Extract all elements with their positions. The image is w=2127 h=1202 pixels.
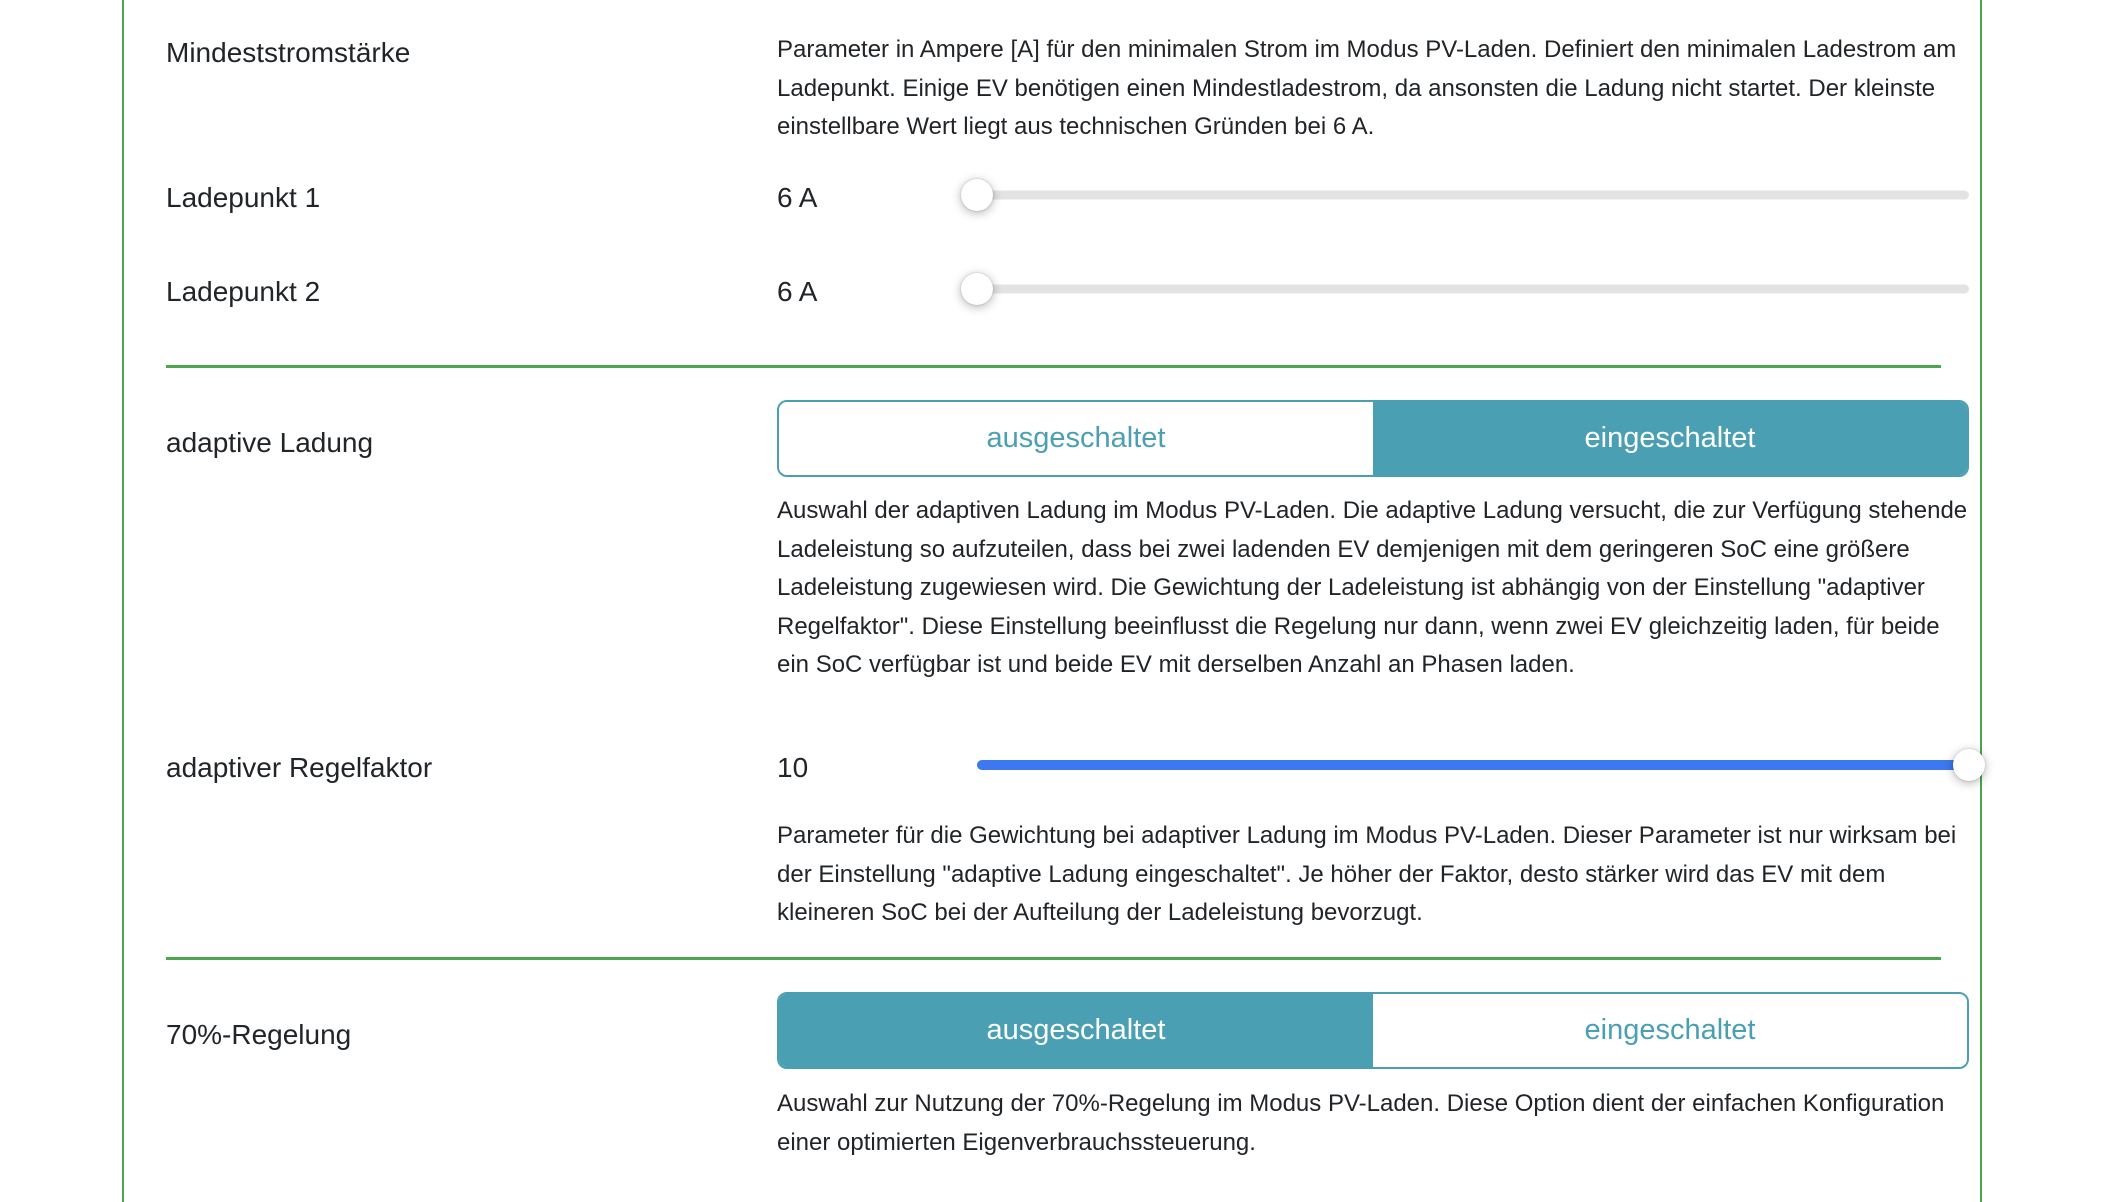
adaptive-charging-description: Auswahl der adaptiven Ladung im Modus PV-Laden. Die adaptive Ladung versucht, die zur Verfügung stehende Ladeleistung so aufzuteilen, dass bei zwei ladenden EV demjenigen mit dem geringeren SoC eine größere Ladeleistung zugewiesen wird. Die Gewichtung der Ladeleistung ist abhängig von der Einstellung "adaptiver Regelfaktor". Diese Einstellung beeinflusst die Regelung nur dann, wenn zwei EV gleichzeitig laden, für beide ein SoC verfügbar ist und beide EV mit derselben Anzahl an Phasen laden. <box>777 497 1968 678</box>
slider-thumb[interactable] <box>961 273 993 305</box>
min-current-description: Parameter in Ampere [A] für den minimalen Strom im Modus PV-Laden. Definiert den minimalen Ladestrom am Ladepunkt. Einige EV benötigen einen Mindestladestrom, da ansonsten die Ladung nicht startet. Der kleinste einstellbare Wert liegt aus technischen Gründen bei 6 A. <box>777 36 1957 140</box>
chargepoint2-current-value: 6 A <box>777 276 818 307</box>
chargepoint1-min-current-slider[interactable] <box>977 179 1969 211</box>
slider-thumb[interactable] <box>961 179 993 211</box>
adaptive-factor-description: Parameter für die Gewichtung bei adaptiver Ladung im Modus PV-Laden. Dieser Parameter ist nur wirksam bei der Einstellung "adaptive Ladung eingeschaltet". Je höher der Faktor, desto stärker wird das EV mit dem kleineren SoC bei der Aufteilung der Ladeleistung bevorzugt. <box>777 822 1957 926</box>
chargepoint2-min-current-slider[interactable] <box>977 273 1969 305</box>
slider-fill <box>977 760 1969 770</box>
adaptive-charging-off-button[interactable]: ausgeschaltet <box>779 402 1373 475</box>
adaptive-charging-toggle[interactable] <box>777 400 1969 477</box>
section-divider <box>166 365 1941 368</box>
slider-thumb[interactable] <box>1953 749 1985 781</box>
section-divider <box>166 957 1941 960</box>
adaptive-factor-value: 10 <box>777 752 809 783</box>
seventy-percent-on-button[interactable]: eingeschaltet <box>1373 994 1967 1067</box>
slider-track <box>977 191 1969 200</box>
seventy-percent-rule-label: 70%-Regelung <box>166 1019 352 1050</box>
chargepoint2-label: Ladepunkt 2 <box>166 276 321 307</box>
adaptive-charging-label: adaptive Ladung <box>166 427 374 458</box>
seventy-percent-rule-description: Auswahl zur Nutzung der 70%-Regelung im Modus PV-Laden. Diese Option dient der einfachen Konfiguration einer optimierten Eigenverbrauchssteuerung. <box>777 1090 1945 1156</box>
adaptive-charging-on-button[interactable]: eingeschaltet <box>1373 402 1967 475</box>
chargepoint1-label: Ladepunkt 1 <box>166 182 321 213</box>
seventy-percent-rule-toggle[interactable] <box>777 992 1969 1069</box>
slider-track <box>977 285 1969 294</box>
chargepoint1-current-value: 6 A <box>777 182 818 213</box>
adaptive-factor-slider[interactable] <box>977 749 1969 781</box>
min-current-label: Mindeststromstärke <box>166 37 411 68</box>
seventy-percent-off-button[interactable]: ausgeschaltet <box>779 994 1373 1067</box>
adaptive-factor-label: adaptiver Regelfaktor <box>166 752 433 783</box>
